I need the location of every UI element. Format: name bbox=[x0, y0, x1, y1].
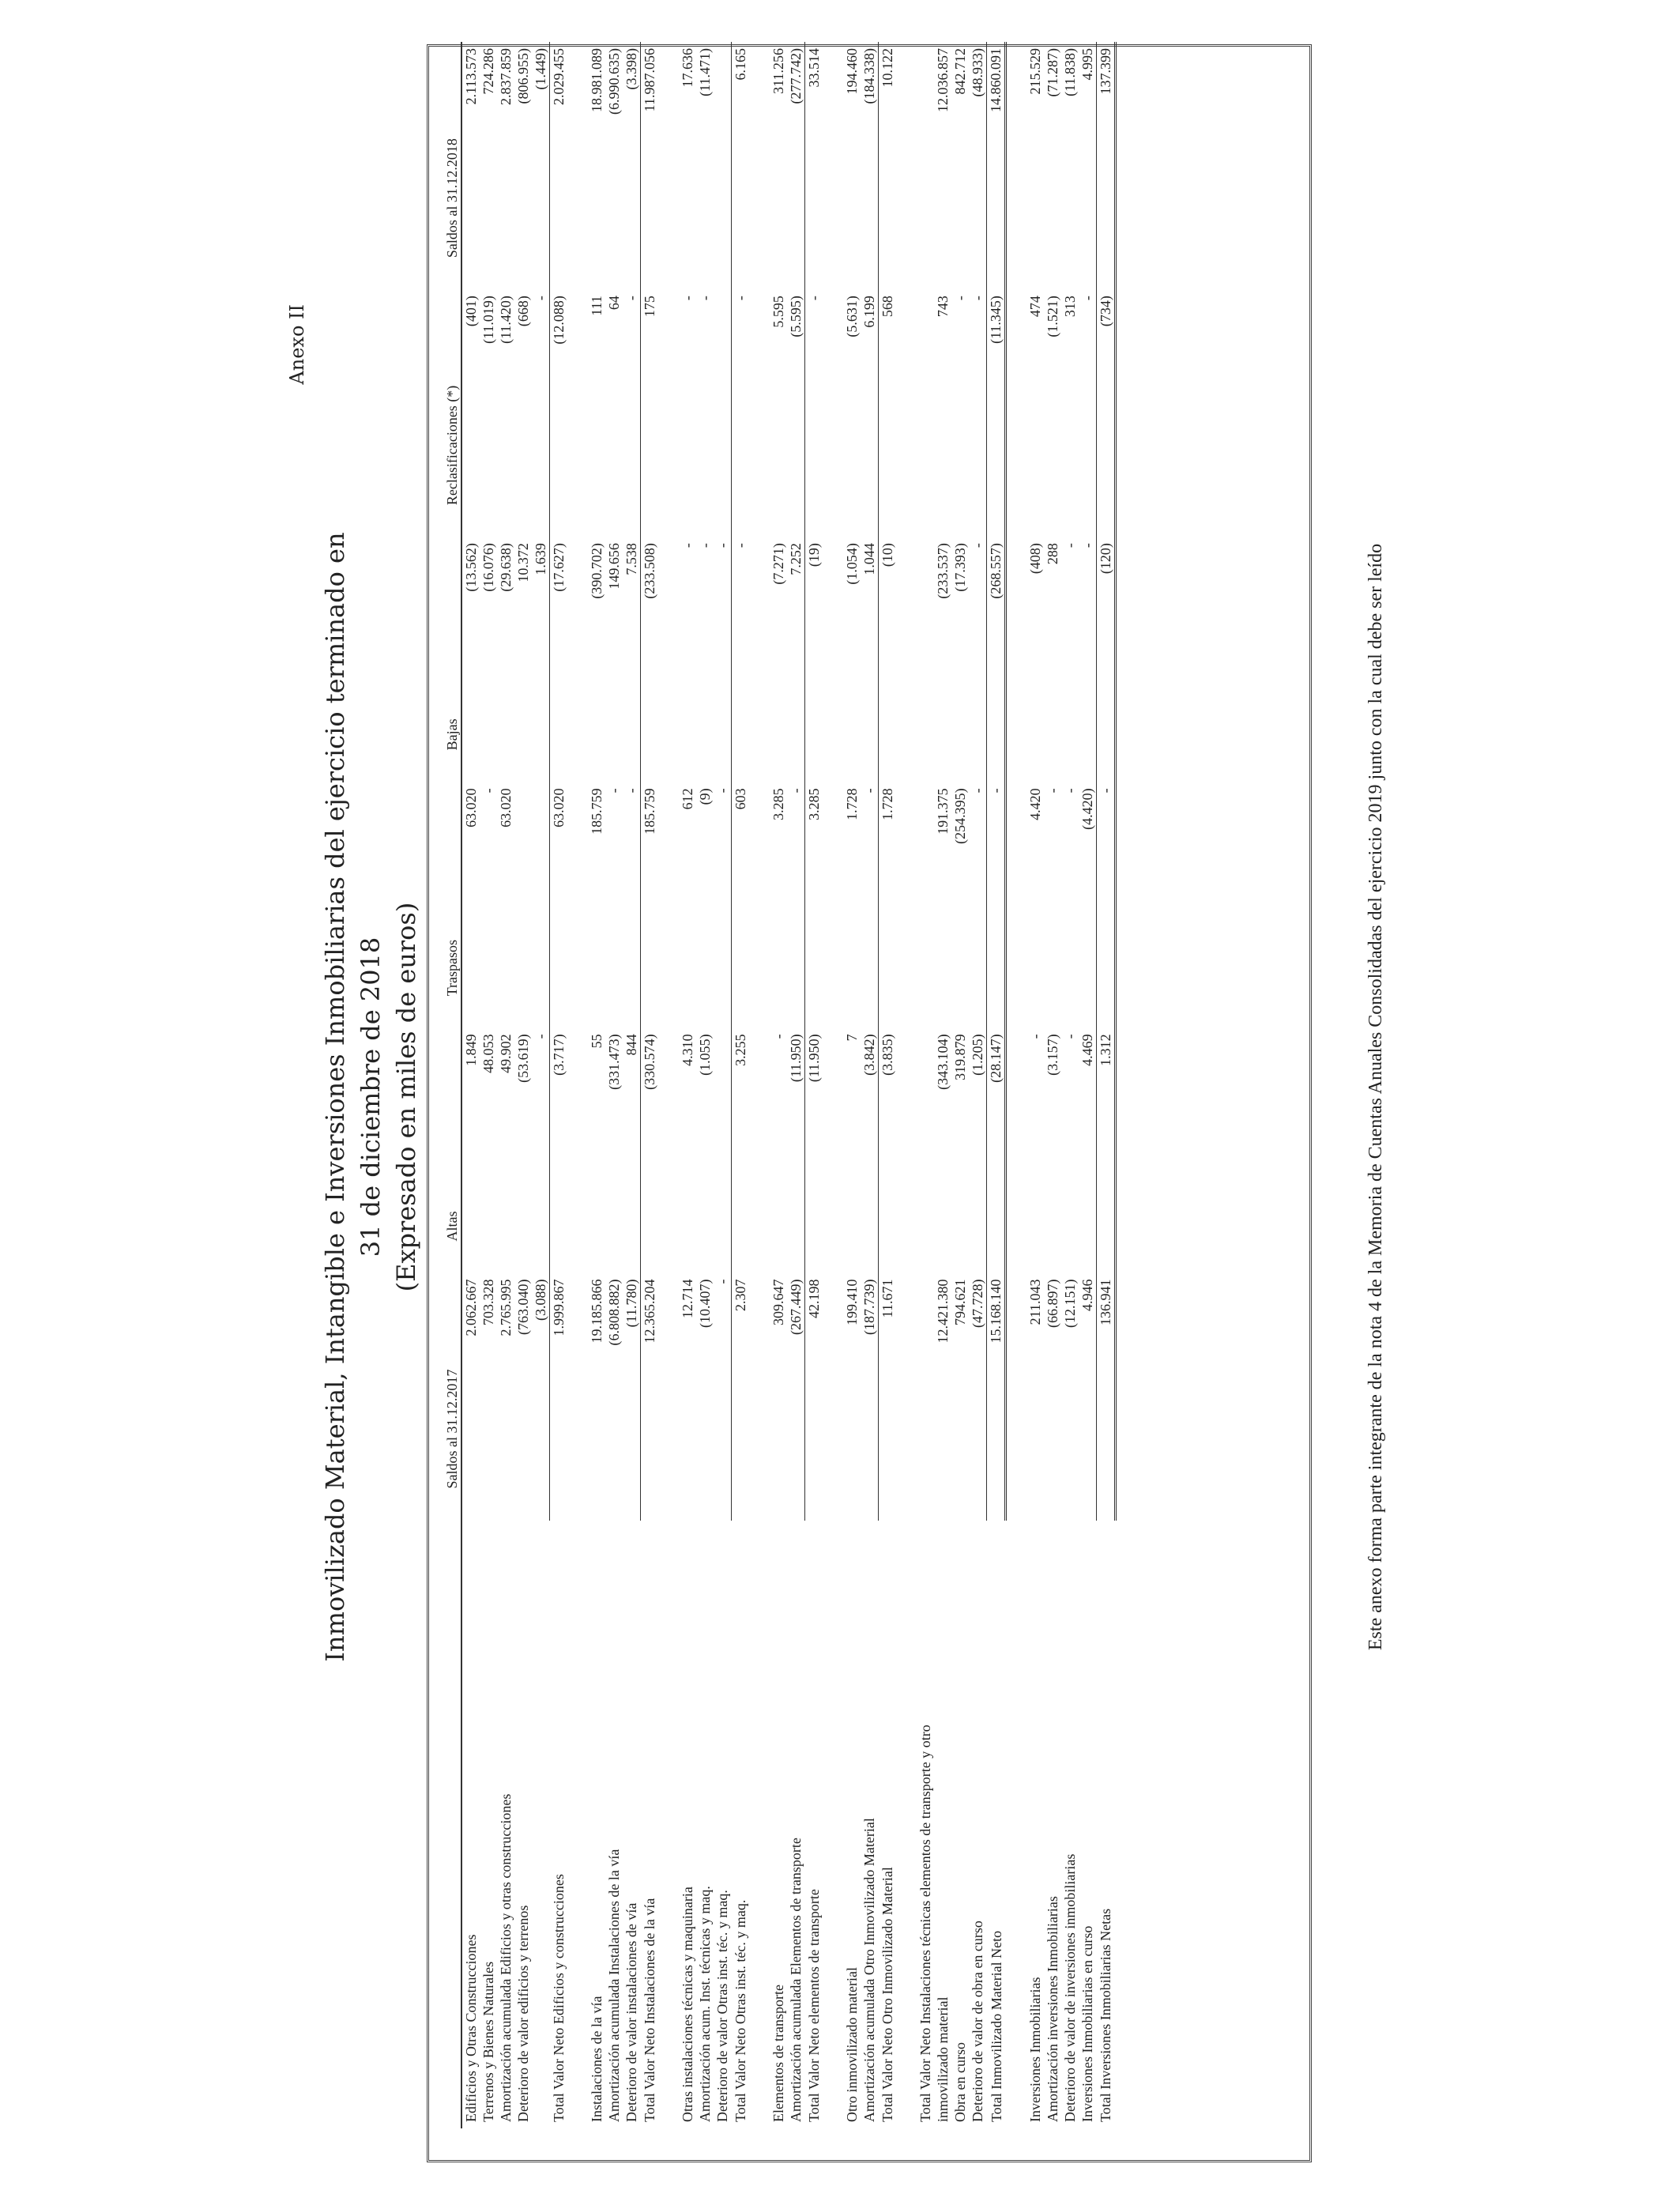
annex-label: Anexo II bbox=[286, 304, 308, 385]
row-value: 12.714 bbox=[680, 1279, 695, 1318]
row-label: Otro inmovilizado material bbox=[844, 1967, 860, 2122]
row-value: 7 bbox=[844, 1034, 860, 1042]
row-value: - bbox=[805, 289, 823, 537]
row-value: (71.287) bbox=[1044, 48, 1060, 97]
spacer-row bbox=[567, 42, 588, 2128]
row-value: - bbox=[1061, 1034, 1078, 1039]
row-label: Total Valor Neto Otro Inmovilizado Material bbox=[879, 1867, 895, 2122]
table-row bbox=[1026, 42, 1044, 2128]
row-value: (267.449) bbox=[788, 1279, 804, 1335]
row-value: (17.627) bbox=[550, 537, 568, 782]
row-value: 743 bbox=[935, 296, 951, 318]
row-label: Total Valor Neto Instalaciones técnicas elementos de transporte y otro bbox=[917, 1725, 933, 2122]
row-value: (3.842) bbox=[861, 1034, 877, 1076]
row-value: 3.255 bbox=[732, 1027, 750, 1272]
row-value: 49.902 bbox=[498, 1034, 514, 1073]
row-value: - bbox=[1044, 788, 1060, 794]
row-value: - bbox=[732, 289, 750, 537]
row-value: - bbox=[697, 296, 713, 301]
row-value: 3.285 bbox=[805, 782, 823, 1027]
row-value: (408) bbox=[1026, 543, 1043, 575]
row-value: - bbox=[680, 543, 695, 548]
row-label: Deterioro de valor de inversiones inmobiliarias bbox=[1061, 1853, 1078, 2122]
row-value: (763.040) bbox=[515, 1279, 531, 1335]
row-value bbox=[917, 537, 934, 782]
row-value: 10.122 bbox=[879, 42, 897, 289]
row-value: 568 bbox=[879, 289, 897, 537]
row-label: Amortización acum. Inst. técnicas y maq. bbox=[697, 1886, 713, 2122]
table-row bbox=[879, 42, 897, 2128]
row-value: (268.557) bbox=[987, 537, 1006, 782]
row-value: 6.165 bbox=[732, 42, 750, 289]
row-value: 18.981.089 bbox=[589, 48, 605, 112]
row-label: Deterioro de valor instalaciones de vía bbox=[623, 1902, 640, 2122]
row-value: - bbox=[714, 788, 730, 794]
row-value bbox=[532, 782, 550, 1027]
row-value: (48.933) bbox=[970, 48, 985, 97]
row-value: - bbox=[970, 543, 985, 548]
table-row bbox=[951, 42, 969, 2128]
row-label: Amortización acumulada Elementos de transporte bbox=[788, 1838, 804, 2122]
row-value: (1.054) bbox=[844, 543, 860, 585]
row-value: (3.398) bbox=[623, 48, 639, 90]
row-value: (11.420) bbox=[498, 296, 514, 344]
row-value: 844 bbox=[623, 1034, 639, 1056]
row-value: - bbox=[714, 1279, 730, 1284]
row-value: - bbox=[952, 296, 968, 301]
table-row bbox=[787, 42, 805, 2128]
row-value: 185.759 bbox=[641, 782, 659, 1027]
row-value: (5.631) bbox=[844, 296, 860, 337]
row-value: 703.328 bbox=[480, 1279, 496, 1325]
row-value: - bbox=[680, 296, 695, 301]
row-label: Terrenos y Bienes Naturales bbox=[480, 1961, 496, 2122]
title-line-1: Inmovilizado Material, Intangible e Inversiones Inmobiliarias del ejercicio terminado en bbox=[320, 532, 350, 1662]
header-reclasificaciones: Reclasificaciones (*) bbox=[429, 289, 461, 537]
row-value: (11.780) bbox=[623, 1279, 639, 1328]
row-value: 194.460 bbox=[844, 48, 860, 95]
row-value: - bbox=[480, 788, 496, 794]
row-value: (1.521) bbox=[1044, 296, 1060, 337]
row-value: - bbox=[861, 788, 877, 794]
row-label: Deterioro de valor Otras inst. téc. y maq. bbox=[714, 1890, 731, 2122]
row-label: Total Valor Neto Otras inst. téc. y maq. bbox=[732, 1899, 748, 2122]
row-value: - bbox=[970, 788, 985, 794]
row-value: (401) bbox=[463, 296, 479, 327]
row-value: - bbox=[770, 1034, 786, 1039]
row-value: 63.020 bbox=[463, 788, 479, 827]
row-value: - bbox=[987, 782, 1006, 1027]
row-value: 48.053 bbox=[480, 1034, 496, 1073]
row-label: Obra en curso bbox=[952, 2042, 968, 2122]
row-value: - bbox=[1061, 788, 1078, 794]
table-row bbox=[641, 42, 659, 2128]
row-value: (668) bbox=[515, 296, 531, 327]
row-value: - bbox=[1061, 543, 1078, 548]
row-value: 33.514 bbox=[805, 42, 823, 289]
row-label: Edificios y Otras Construcciones bbox=[463, 1934, 479, 2122]
row-value: 2.765.995 bbox=[498, 1279, 514, 1336]
row-label: Inversiones Inmobiliarias bbox=[1026, 1977, 1043, 2122]
row-value: - bbox=[714, 543, 730, 548]
row-value: 14.860.091 bbox=[987, 42, 1006, 289]
row-value: 63.020 bbox=[550, 782, 568, 1027]
header-saldos-2018: Saldos al 31.12.2018 bbox=[429, 42, 461, 289]
row-label: Total Valor Neto Edificios y construcciones bbox=[550, 1874, 567, 2122]
row-value: (6.808.882) bbox=[606, 1279, 622, 1346]
row-label: Amortización acumulada Otro Inmovilizado Material bbox=[861, 1818, 878, 2122]
row-value: 7.252 bbox=[788, 543, 804, 575]
row-value: 42.198 bbox=[805, 1273, 823, 1521]
row-value bbox=[714, 1027, 732, 1272]
header-concept bbox=[429, 1521, 461, 2128]
row-value: - bbox=[606, 788, 622, 794]
row-value bbox=[514, 782, 532, 1027]
table-row bbox=[605, 42, 623, 2128]
row-value: 175 bbox=[641, 289, 659, 537]
table-row bbox=[679, 42, 696, 2128]
row-value: 11.671 bbox=[879, 1273, 897, 1521]
row-value: (28.147) bbox=[987, 1027, 1006, 1272]
row-value: 311.256 bbox=[770, 48, 786, 94]
row-value: (11.345) bbox=[987, 289, 1006, 537]
row-value: (1.055) bbox=[697, 1034, 713, 1076]
row-value: - bbox=[732, 537, 750, 782]
row-label: Total Inversiones Inmobiliarias Netas bbox=[1098, 1908, 1113, 2122]
table-row bbox=[623, 42, 641, 2128]
row-value: 12.365.204 bbox=[641, 1273, 659, 1521]
row-value: (120) bbox=[1096, 537, 1115, 782]
row-value: 309.647 bbox=[770, 1279, 786, 1325]
row-value: 7.538 bbox=[623, 543, 639, 575]
row-value: (12.151) bbox=[1061, 1279, 1078, 1328]
row-label: Total Inmovilizado Material Neto bbox=[988, 1930, 1004, 2122]
row-value: 63.020 bbox=[498, 788, 514, 827]
row-value: 4.310 bbox=[680, 1034, 695, 1066]
row-value: - bbox=[697, 543, 713, 548]
row-value: 11.987.056 bbox=[641, 42, 659, 289]
row-value: 1.728 bbox=[879, 782, 897, 1027]
row-value: 1.312 bbox=[1096, 1027, 1115, 1272]
row-value bbox=[714, 42, 732, 289]
row-value: - bbox=[970, 296, 985, 301]
row-value: 137.399 bbox=[1096, 42, 1115, 289]
row-value: 191.375 bbox=[935, 788, 951, 835]
page-title bbox=[318, 0, 424, 2194]
row-value: (16.076) bbox=[480, 543, 496, 592]
row-value: 149.656 bbox=[606, 543, 622, 590]
row-value: (330.574) bbox=[641, 1027, 659, 1272]
row-value bbox=[917, 1273, 934, 1521]
row-value: 4.946 bbox=[1079, 1279, 1095, 1311]
asset-movements-table bbox=[429, 42, 1117, 2128]
row-value: (66.897) bbox=[1044, 1279, 1060, 1328]
table-row bbox=[514, 42, 532, 2128]
row-value: 603 bbox=[732, 782, 750, 1027]
row-value: 474 bbox=[1026, 296, 1043, 318]
row-value: (9) bbox=[697, 788, 713, 805]
row-value: 3.285 bbox=[770, 788, 786, 820]
row-value: 12.036.857 bbox=[935, 48, 951, 112]
spacer-row bbox=[823, 42, 843, 2128]
row-label: inmovilizado material bbox=[935, 1996, 951, 2122]
table-frame bbox=[427, 44, 1312, 2162]
row-value: - bbox=[788, 788, 804, 794]
header-altas: Altas bbox=[429, 1027, 461, 1272]
row-value: (233.508) bbox=[641, 537, 659, 782]
table-row bbox=[714, 42, 732, 2128]
row-value: 111 bbox=[589, 296, 605, 316]
spacer-row bbox=[896, 42, 917, 2128]
row-value: (11.950) bbox=[788, 1034, 804, 1083]
row-value: 319.879 bbox=[952, 1034, 968, 1080]
row-value: 288 bbox=[1044, 543, 1060, 565]
row-label: Elementos de transporte bbox=[770, 1985, 786, 2122]
row-value: (343.104) bbox=[935, 1034, 951, 1090]
header-bajas: Bajas bbox=[429, 537, 461, 782]
row-value: 1.728 bbox=[844, 788, 860, 820]
row-value: (7.271) bbox=[770, 543, 786, 585]
table-row bbox=[1044, 42, 1061, 2128]
table-row bbox=[732, 42, 750, 2128]
row-value: 12.421.380 bbox=[935, 1279, 951, 1344]
row-value: 2.837.859 bbox=[498, 48, 514, 105]
row-value: 1.639 bbox=[533, 543, 548, 575]
row-value: (47.728) bbox=[970, 1279, 985, 1328]
row-label: Total Valor Neto Instalaciones de la vía bbox=[641, 1898, 657, 2122]
table-row bbox=[917, 42, 934, 2128]
table-row bbox=[1061, 42, 1079, 2128]
row-value: (5.595) bbox=[788, 296, 804, 337]
title-line-3: (Expresado en miles de euros) bbox=[391, 902, 421, 1292]
row-value: (13.562) bbox=[463, 543, 479, 592]
row-value: 794.621 bbox=[952, 1279, 968, 1325]
row-value: - bbox=[623, 788, 639, 794]
table-row bbox=[1096, 42, 1115, 2128]
table-row bbox=[497, 42, 514, 2128]
row-value: - bbox=[1079, 543, 1095, 548]
row-value: (10) bbox=[879, 537, 897, 782]
row-value bbox=[917, 289, 934, 537]
row-value: 17.636 bbox=[680, 48, 695, 88]
table-row bbox=[588, 42, 605, 2128]
row-value: (3.157) bbox=[1044, 1034, 1060, 1076]
row-value: 19.185.866 bbox=[589, 1279, 605, 1344]
row-value: 1.999.867 bbox=[550, 1273, 568, 1521]
title-line-2: 31 de diciembre de 2018 bbox=[356, 937, 386, 1257]
row-value: 2.062.667 bbox=[463, 1279, 479, 1336]
row-value bbox=[917, 782, 934, 1027]
row-value: 1.849 bbox=[463, 1034, 479, 1066]
table-row bbox=[861, 42, 879, 2128]
table-row bbox=[843, 42, 861, 2128]
row-value: (277.742) bbox=[788, 48, 804, 104]
row-value: 612 bbox=[680, 788, 695, 810]
row-label bbox=[532, 1521, 550, 2128]
row-value: (11.838) bbox=[1061, 48, 1078, 96]
row-value: 2.113.573 bbox=[463, 48, 479, 105]
row-value: (1.449) bbox=[533, 48, 548, 90]
row-value: (10.407) bbox=[697, 1279, 713, 1328]
row-value: 215.529 bbox=[1026, 48, 1043, 95]
row-value: 211.043 bbox=[1026, 1279, 1043, 1325]
row-value: 842.712 bbox=[952, 48, 968, 95]
row-value: 1.044 bbox=[861, 543, 877, 575]
row-value: 313 bbox=[1061, 296, 1078, 318]
row-value: - bbox=[1079, 296, 1095, 301]
spacer-row bbox=[1006, 42, 1026, 2128]
row-value: (3.088) bbox=[533, 1279, 548, 1321]
spacer-row bbox=[658, 42, 679, 2128]
row-value: 64 bbox=[606, 296, 622, 311]
row-value: (254.395) bbox=[952, 788, 968, 844]
row-label: Otras instalaciones técnicas y maquinaria bbox=[680, 1887, 695, 2122]
row-label: Amortización inversiones Inmobiliarias bbox=[1044, 1896, 1060, 2122]
row-value: (390.702) bbox=[589, 543, 605, 599]
row-value: (184.338) bbox=[861, 48, 877, 104]
row-value: 136.941 bbox=[1096, 1273, 1115, 1521]
spacer-row bbox=[749, 42, 770, 2128]
row-value: (806.955) bbox=[515, 48, 531, 104]
row-value: (17.393) bbox=[952, 543, 968, 592]
header-saldos-2017: Saldos al 31.12.2017 bbox=[429, 1273, 461, 1521]
row-value: 5.595 bbox=[770, 296, 786, 328]
row-value: 185.759 bbox=[589, 788, 605, 835]
row-value: 4.469 bbox=[1079, 1034, 1095, 1066]
row-value: (331.473) bbox=[606, 1034, 622, 1090]
row-value: 15.168.140 bbox=[987, 1273, 1006, 1521]
row-value: (11.950) bbox=[805, 1027, 823, 1272]
table-row bbox=[969, 42, 987, 2128]
row-value: (53.619) bbox=[515, 1034, 531, 1083]
row-value: 6.199 bbox=[861, 296, 877, 328]
table-header bbox=[429, 42, 461, 2128]
row-label: Deterioro de valor edificios y terrenos bbox=[515, 1905, 531, 2122]
row-value bbox=[714, 289, 732, 537]
table-row bbox=[805, 42, 823, 2128]
row-label: Inversiones Inmobiliarias en curso bbox=[1079, 1925, 1095, 2122]
row-value: (11.019) bbox=[480, 296, 496, 344]
table-body bbox=[461, 42, 1115, 2128]
footer-note: Este anexo forma parte integrante de la nota 4 de la Memoria de Cuentas Anuales Consolidadas del ejercicio 2019 junto con la cual debe ser leído bbox=[1365, 543, 1386, 1651]
row-value: 10.372 bbox=[515, 543, 531, 582]
row-value bbox=[917, 42, 934, 289]
row-value: (29.638) bbox=[498, 543, 514, 592]
row-value: (734) bbox=[1096, 289, 1115, 537]
row-value: - bbox=[533, 1034, 548, 1039]
table-row bbox=[1079, 42, 1097, 2128]
row-value: (11.471) bbox=[697, 48, 713, 96]
row-value: (233.537) bbox=[935, 543, 951, 599]
table-row bbox=[461, 42, 480, 2128]
row-value: (4.420) bbox=[1079, 788, 1095, 830]
row-value: (3.717) bbox=[550, 1027, 568, 1272]
row-value: (12.088) bbox=[550, 289, 568, 537]
table-row bbox=[987, 42, 1006, 2128]
row-value: 2.307 bbox=[732, 1273, 750, 1521]
row-value: (1.205) bbox=[970, 1034, 985, 1076]
header-traspasos: Traspasos bbox=[429, 782, 461, 1027]
row-label: Amortización acumulada Edificios y otras construcciones bbox=[498, 1793, 514, 2122]
row-value: - bbox=[623, 296, 639, 301]
row-label: Deterioro de valor de obra en curso bbox=[970, 1921, 986, 2122]
row-value: (187.739) bbox=[861, 1279, 877, 1335]
row-value bbox=[917, 1027, 934, 1272]
row-value: 4.995 bbox=[1079, 48, 1095, 81]
table-row bbox=[480, 42, 497, 2128]
row-label: Instalaciones de la vía bbox=[589, 1996, 605, 2122]
table-row bbox=[934, 42, 951, 2128]
row-label: Total Valor Neto elementos de transporte bbox=[805, 1889, 822, 2122]
row-value: (19) bbox=[805, 537, 823, 782]
row-value: 4.420 bbox=[1026, 788, 1043, 820]
row-value: - bbox=[533, 296, 548, 301]
row-value: 724.286 bbox=[480, 48, 496, 95]
row-value: - bbox=[1096, 782, 1115, 1027]
row-value: - bbox=[1026, 1034, 1043, 1039]
row-value: 55 bbox=[589, 1034, 605, 1049]
table-row bbox=[532, 42, 550, 2128]
row-value: (6.990.635) bbox=[606, 48, 622, 115]
row-label: Amortización acumulada Instalaciones de la vía bbox=[606, 1849, 622, 2122]
row-value: (3.835) bbox=[879, 1027, 897, 1272]
table-row bbox=[770, 42, 787, 2128]
row-value: 2.029.455 bbox=[550, 42, 568, 289]
row-value: 199.410 bbox=[844, 1279, 860, 1325]
table-row bbox=[550, 42, 568, 2128]
table-row bbox=[696, 42, 714, 2128]
